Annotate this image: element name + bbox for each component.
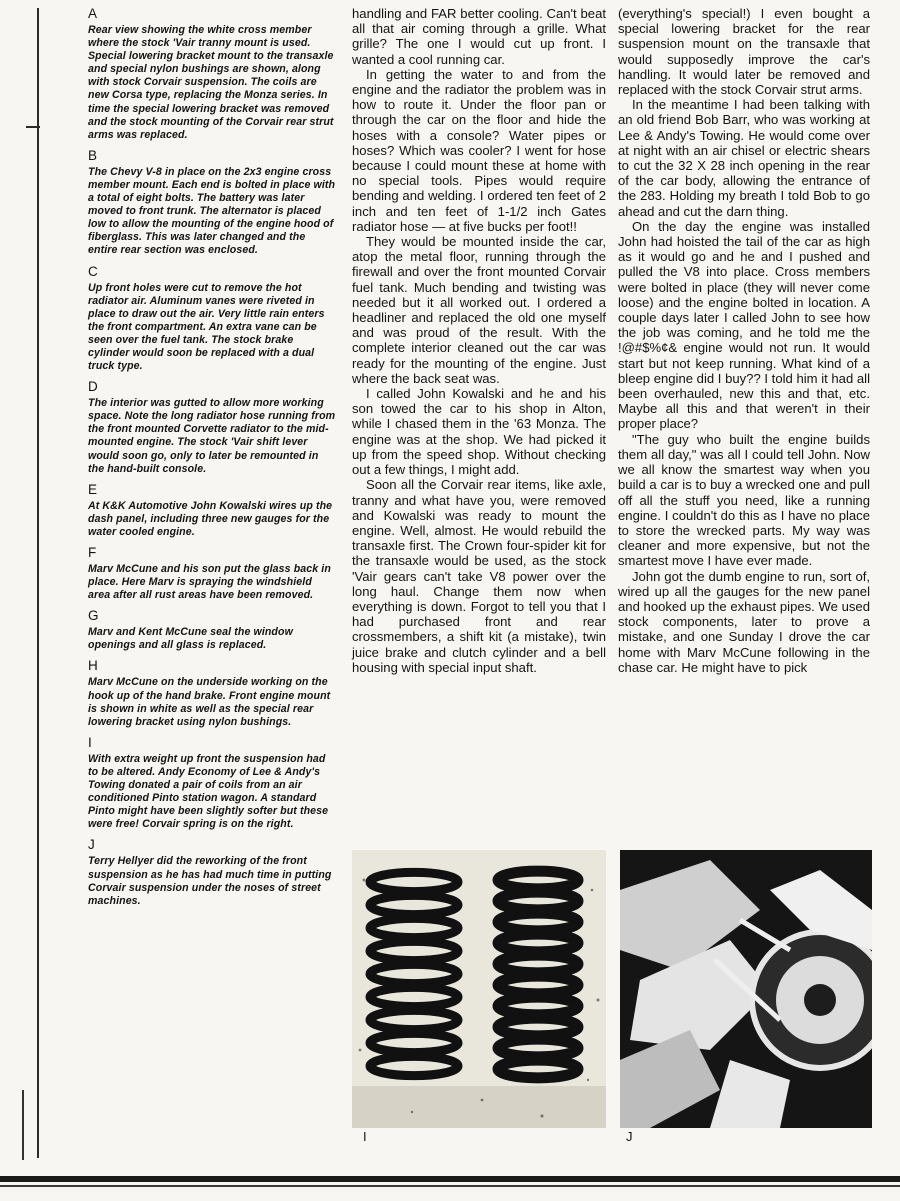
- article-column-3: [618, 6, 870, 675]
- caption-j: [88, 837, 336, 907]
- article-column-2: [352, 6, 606, 675]
- page-bottom-rule: [0, 1176, 900, 1182]
- paragraph: In getting the water to and from the engine and the radiator the problem was in how to route it. Under the floor pan or through the car on the floor and hide the hoses with a console? Water pipes or hoses? Which was cooler? I went for hose because I could mount these at home with no special tools. Pipes would require bending and welding. I ordered ten feet of 2 inch and ten feet of 1-1/2 inch Gates radiator hose — at five bucks per foot!!: [352, 66, 606, 234]
- caption-text: Marv McCune on the underside working on the hook up of the hand brake. Front engine mount is shown in white as well as the special rear lowering bracket using nylon bushings.: [88, 676, 331, 728]
- caption-b: [88, 148, 336, 258]
- left-margin-rule: [37, 8, 39, 1158]
- paragraph: They would be mounted inside the car, atop the metal floor, running through the firewall and over the front mounted Corvair fuel tank. Much bending and twisting was needed but it all worked out. I ordered a headliner and replaced the old one myself and was proud of the result. With the complete interior cleaned out the car was ready for the mounting of the engine. Just where the back seat was.: [352, 234, 606, 386]
- paragraph: I called John Kowalski and he and his son towed the car to his shop in Alton, while I chased them in the '63 Monza. The engine was at the shop. We had picked it up from the speed shop. Without checking out a few things, I might add.: [352, 386, 606, 478]
- paragraph: handling and FAR better cooling. Can't beat all that air coming through a grille. What grille? The one I would cut up front. I wanted a cool running car.: [352, 6, 606, 67]
- caption-c: [88, 264, 336, 374]
- caption-letter: C: [88, 263, 98, 279]
- coil-springs-illustration: [352, 850, 606, 1128]
- front-suspension-illustration: [620, 850, 872, 1128]
- photo-coil-springs: [352, 850, 606, 1128]
- caption-text: With extra weight up front the suspension had to be altered. Andy Economy of Lee & Andy's Towing donated a pair of coils from an air conditioned Pinto station wagon. A standard Pinto might have been slightly softer but these were free! Corvair spring is on the right.: [88, 752, 329, 831]
- caption-letter: H: [88, 658, 98, 674]
- caption-letter: A: [88, 6, 98, 21]
- margin-crop-mark: [26, 126, 40, 128]
- paragraph: John got the dumb engine to run, sort of, wired up all the gauges for the new panel and hooked up the exhaust pipes. We used stock components, later to prove a mistake, and one Sunday I drove the car home with Marv McCune following in the chase car. He might have to pick: [618, 568, 870, 675]
- caption-letter: G: [88, 608, 99, 624]
- caption-i: [88, 735, 336, 832]
- paragraph: Soon all the Corvair rear items, like axle, tranny and what have you, were removed and Kowalski was ready to mount the engine. Well, almost. He would rebuild the transaxle first. The Crown four-spider kit for the transaxle would be used, as the stock 'Vair gears can't take V8 power over the long haul. Change them now when everything is down. Forgot to tell you that I had purchased front and rear crossmembers, a shift kit (a mistake), twin juice brake and clutch cylinder and a bell housing with special input shaft.: [352, 477, 606, 675]
- caption-letter: B: [88, 147, 98, 163]
- caption-column: [88, 6, 336, 914]
- caption-letter: J: [88, 837, 95, 853]
- caption-e: [88, 482, 336, 539]
- caption-f: [88, 545, 336, 602]
- caption-letter: E: [88, 481, 98, 497]
- photo-label-j: J: [626, 1129, 633, 1144]
- caption-text: At K&K Automotive John Kowalski wires up the dash panel, including three new gauges for the water cooled engine.: [88, 499, 333, 538]
- caption-h: [88, 658, 336, 728]
- margin-tick-mark: [22, 1090, 24, 1160]
- caption-text: Marv and Kent McCune seal the window openings and all glass is replaced.: [88, 626, 293, 652]
- caption-d: [88, 379, 336, 476]
- caption-g: [88, 608, 336, 652]
- caption-text: Terry Hellyer did the reworking of the front suspension as he has had much time in putting Corvair suspension under the noses of street machines.: [88, 855, 332, 907]
- caption-text: The interior was gutted to allow more working space. Note the long radiator hose running from the front mounted Corvette radiator to the mid-mounted engine. The stock 'Vair shift lever would soon go, only to later be remounted in the hand-built console.: [88, 397, 336, 475]
- caption-text: Marv McCune and his son put the glass back in place. Here Marv is spraying the windshield area after all rust areas have been removed.: [88, 563, 331, 602]
- paragraph: On the day the engine was installed John had hoisted the tail of the car as high as it would go and he and I pushed and pulled the V8 into place. Cross members were bolted in place (they will never come loose) and the engine bolted in location. A couple days later I called John to see how the job was coming, and he told me the !@#$%¢& engine would not run. It would start but not keep running. What kind of a bleep engine did I buy?? I told him it had all been overhauled, new this and that, etc. Maybe all this and that weren't in their proper place?: [618, 218, 870, 432]
- caption-letter: I: [88, 734, 92, 750]
- caption-text: Up front holes were cut to remove the hot radiator air. Aluminum vanes were riveted in place to draw out the air. Very little rain enters the front compartment. An extra vane can be seen over the fuel tank. The stock brake cylinder would soon be replaced with a dual truck type.: [88, 281, 325, 373]
- paragraph: In the meantime I had been talking with an old friend Bob Barr, who was working at Lee & Andy's Towing. He would come over at night with an air chisel or electric shears to cut the 32 X 28 inch opening in the rear of the car body, allowing the entrance of the 283. Holding my breath I told Bob to go ahead and cut the darn thing.: [618, 97, 870, 219]
- caption-letter: D: [88, 379, 98, 395]
- caption-text: The Chevy V-8 in place on the 2x3 engine cross member mount. Each end is bolted in place with a total of eight bolts. The battery was later moved to front trunk. The alternator is placed low to allow the mounting of the engine hood of fiberglass. This was later changed and the entire rear section was enclosed.: [88, 165, 336, 257]
- paragraph: (everything's special!) I even bought a special lowering bracket for the rear suspension mount on the transaxle that would supposedly improve the car's handling. It would later be removed and replaced with the stock Corvair strut arms.: [618, 6, 870, 98]
- caption-a: [88, 6, 336, 142]
- caption-text: Rear view showing the white cross member where the stock 'Vair tranny mount is used. Special lowering bracket mount to the transaxle and special nylon bushings are shown, along with stock Corvair suspension. The coils are new Corsa type, replacing the Monza series. In time the special lowering bracket was removed and the stock mounting of the Corvair rear strut arms was replaced.: [88, 24, 334, 141]
- photo-label-i: I: [363, 1129, 367, 1144]
- caption-letter: F: [88, 545, 97, 560]
- page-bottom-rule-thin: [0, 1185, 900, 1187]
- paragraph: "The guy who built the engine builds them all day," was all I could tell John. Now we all know the smartest way when you build a car is to buy a wrecked one and pull off all the stuff you need, like a running engine. I couldn't do this as I have no place to store the wrecked parts. My way was cleaner and more expensive, but not the smartest move I have ever made.: [618, 431, 870, 569]
- photo-front-suspension: [620, 850, 872, 1128]
